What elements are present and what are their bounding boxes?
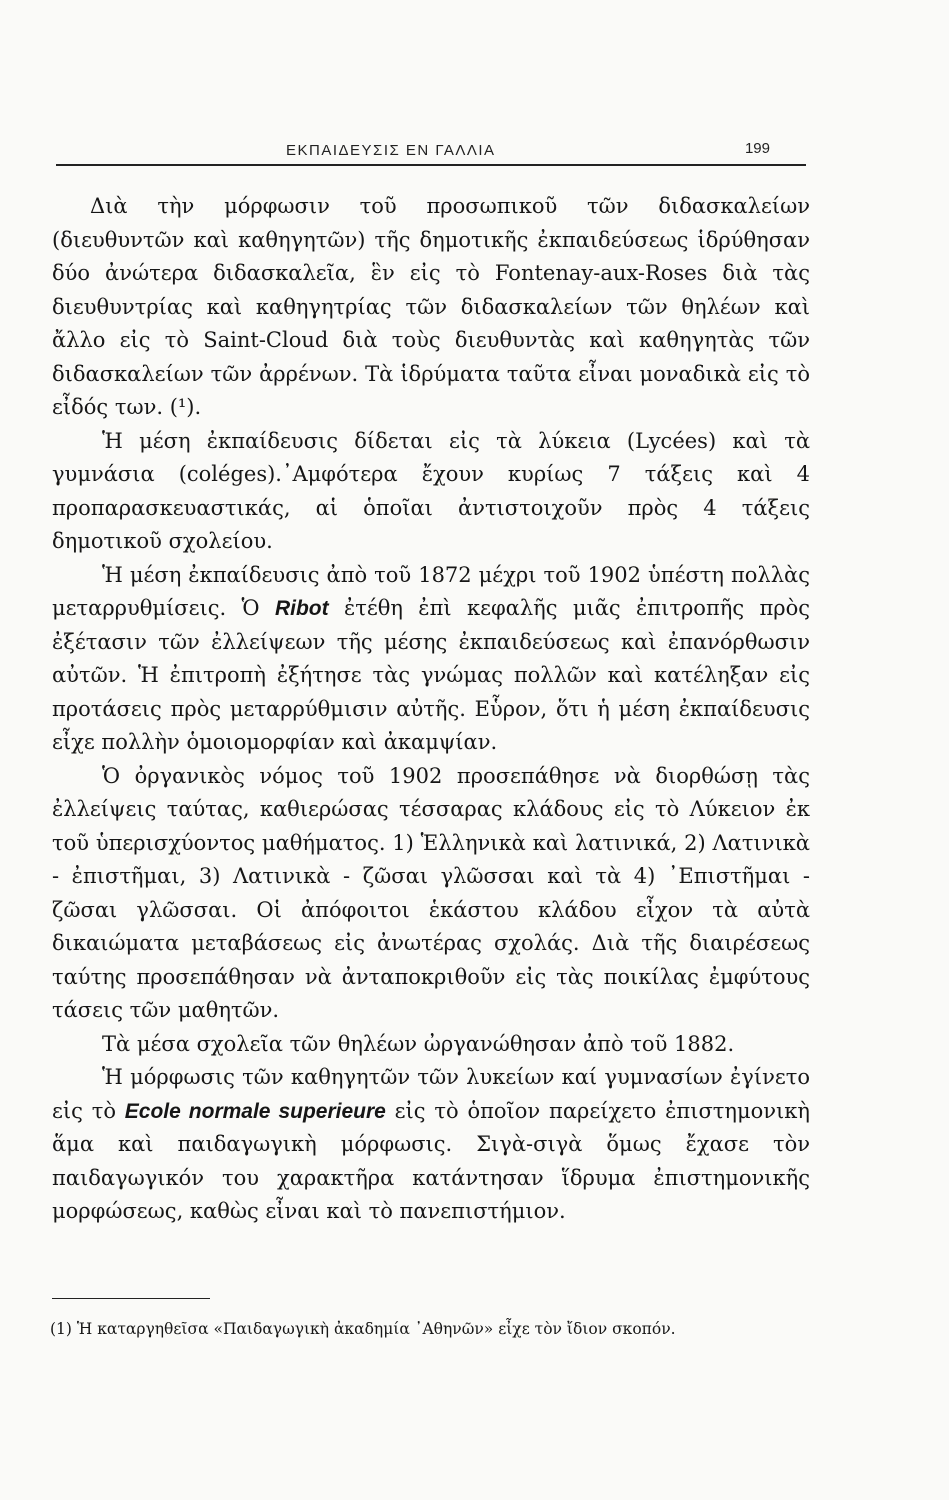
- paragraph-6-text-b: εἰς τὸ ὁποῖον παρείχετο ἐπιστημονικὴ ἅμα καὶ παιδαγωγικὴ μόρφωσις. Σιγὰ-σιγὰ ὅμως ἔχασε τὸν παιδαγωγικόν του χαρακτῆρα κατάντησαν ἵδρυμα ἐπιστημονικῆς μορφώσεως, καθὼς εἶναι καὶ τὸ πανεπιστήμιον.: [52, 1098, 810, 1223]
- paragraph-3-text-a: Ἡ μέση ἐκπαίδευσις ἀπὸ τοῦ 1872 μέχρι τοῦ 1902 ὑπέστη πολλὰς μεταρρυθμίσεις. Ὁ: [52, 562, 810, 620]
- paragraph-3-text-b: ἐτέθη ἐπὶ κεφαλῆς μιᾶς ἐπιτροπῆς πρὸς ἐξέτασιν τῶν ἐλλείψεων τῆς μέσης ἐκπαιδεύσεως καὶ ἐπανόρθωσιν αὐτῶν. Ἡ ἐπιτροπὴ ἐξήτησε τὰς γνώμας πολλῶν καὶ κατέληξαν εἰς προτάσεις πρὸς μεταρρύθμισιν αὐτῆς. Εὗρον, ὅτι ἡ μέση ἐκπαίδευσις εἶχε πολλὴν ὁμοιομορφίαν καὶ ἀκαμψίαν.: [52, 596, 810, 754]
- page-number: 199: [744, 140, 770, 157]
- name-ecole-normale: Ecole normale superieure: [124, 1099, 386, 1123]
- paragraph-6: [52, 1061, 810, 1229]
- main-text: [52, 190, 810, 1229]
- paragraph-2: Ἡ μέση ἐκπαίδευσις δίδεται εἰς τὰ λύκεια (Lycées) καὶ τὰ γυμνάσια (coléges).᾿Αμφότερα ἔχουν κυρίως 7 τάξεις καὶ 4 προπαρασκευαστικάς, αἱ ὁποῖαι ἀντιστοιχοῦν πρὸς 4 τάξεις δημοτικοῦ σχολείου.: [52, 428, 810, 553]
- footnote: (1) Ἡ καταργηθεῖσα «Παιδαγωγικὴ ἀκαδημία ᾿Αθηνῶν» εἶχε τὸν ἴδιον σκοπόν.: [50, 1320, 676, 1338]
- name-ribot: Ribot: [274, 597, 329, 620]
- footnote-divider: [52, 1298, 210, 1299]
- paragraph-1: Διὰ τὴν μόρφωσιν τοῦ προσωπικοῦ τῶν διδασκαλείων (διευθυντῶν καὶ καθηγητῶν) τῆς δημοτικῆς ἐκπαιδεύσεως ἱδρύθησαν δύο ἀνώτερα διδασκαλεῖα, ἓν εἰς τὸ Fontenay-aux-Roses διὰ τὰς διευθυντρίας καὶ καθηγητρίας τῶν διδασκαλείων τῶν θηλέων καὶ ἄλλο εἰς τὸ Saint-Cloud διὰ τοὺς διευθυντὰς καὶ καθηγητὰς τῶν διδασκαλείων τῶν ἀρρένων. Τὰ ἱδρύματα ταῦτα εἶναι μοναδικὰ εἰς τὸ εἶδός των. (¹).: [52, 194, 810, 419]
- paragraph-4: Ὁ ὀργανικὸς νόμος τοῦ 1902 προσεπάθησε νὰ διορθώσῃ τὰς ἐλλείψεις ταύτας, καθιερώσας τέσσαρας κλάδους εἰς τὸ Λύκειον ἐκ τοῦ ὑπερισχύοντος μαθήματος. 1) Ἑλληνικὰ καὶ λατινικά, 2) Λατινικὰ - ἐπιστῆμαι, 3) Λατινικὰ - ζῶσαι γλῶσσαι καὶ τὰ 4) ᾿Επιστῆμαι - ζῶσαι γλῶσσαι. Οἱ ἀπόφοιτοι ἑκάστου κλάδου εἶχον τὰ αὐτὰ δικαιώματα μεταβάσεως εἰς ἀνωτέρας σχολάς. Διὰ τῆς διαιρέσεως ταύτης προσεπάθησαν νὰ ἀνταποκριθοῦν εἰς τὰς ποικίλας ἐμφύτους τάσεις τῶν μαθητῶν.: [52, 763, 810, 1022]
- running-header: [56, 140, 806, 166]
- paragraph-3: [52, 559, 810, 760]
- paragraph-6-text-a: Ἡ μόρφωσις τῶν καθηγητῶν τῶν λυκείων καί γυμνασίων ἐγίνετο εἰς τὸ: [52, 1065, 810, 1123]
- paragraph-5: Τὰ μέσα σχολεῖα τῶν θηλέων ὠργανώθησαν ἀπὸ τοῦ 1882.: [102, 1031, 735, 1056]
- header-title: ΕΚΠΑΙΔΕΥΣΙΣ ΕΝ ΓΑΛΛΙΑ: [286, 142, 496, 159]
